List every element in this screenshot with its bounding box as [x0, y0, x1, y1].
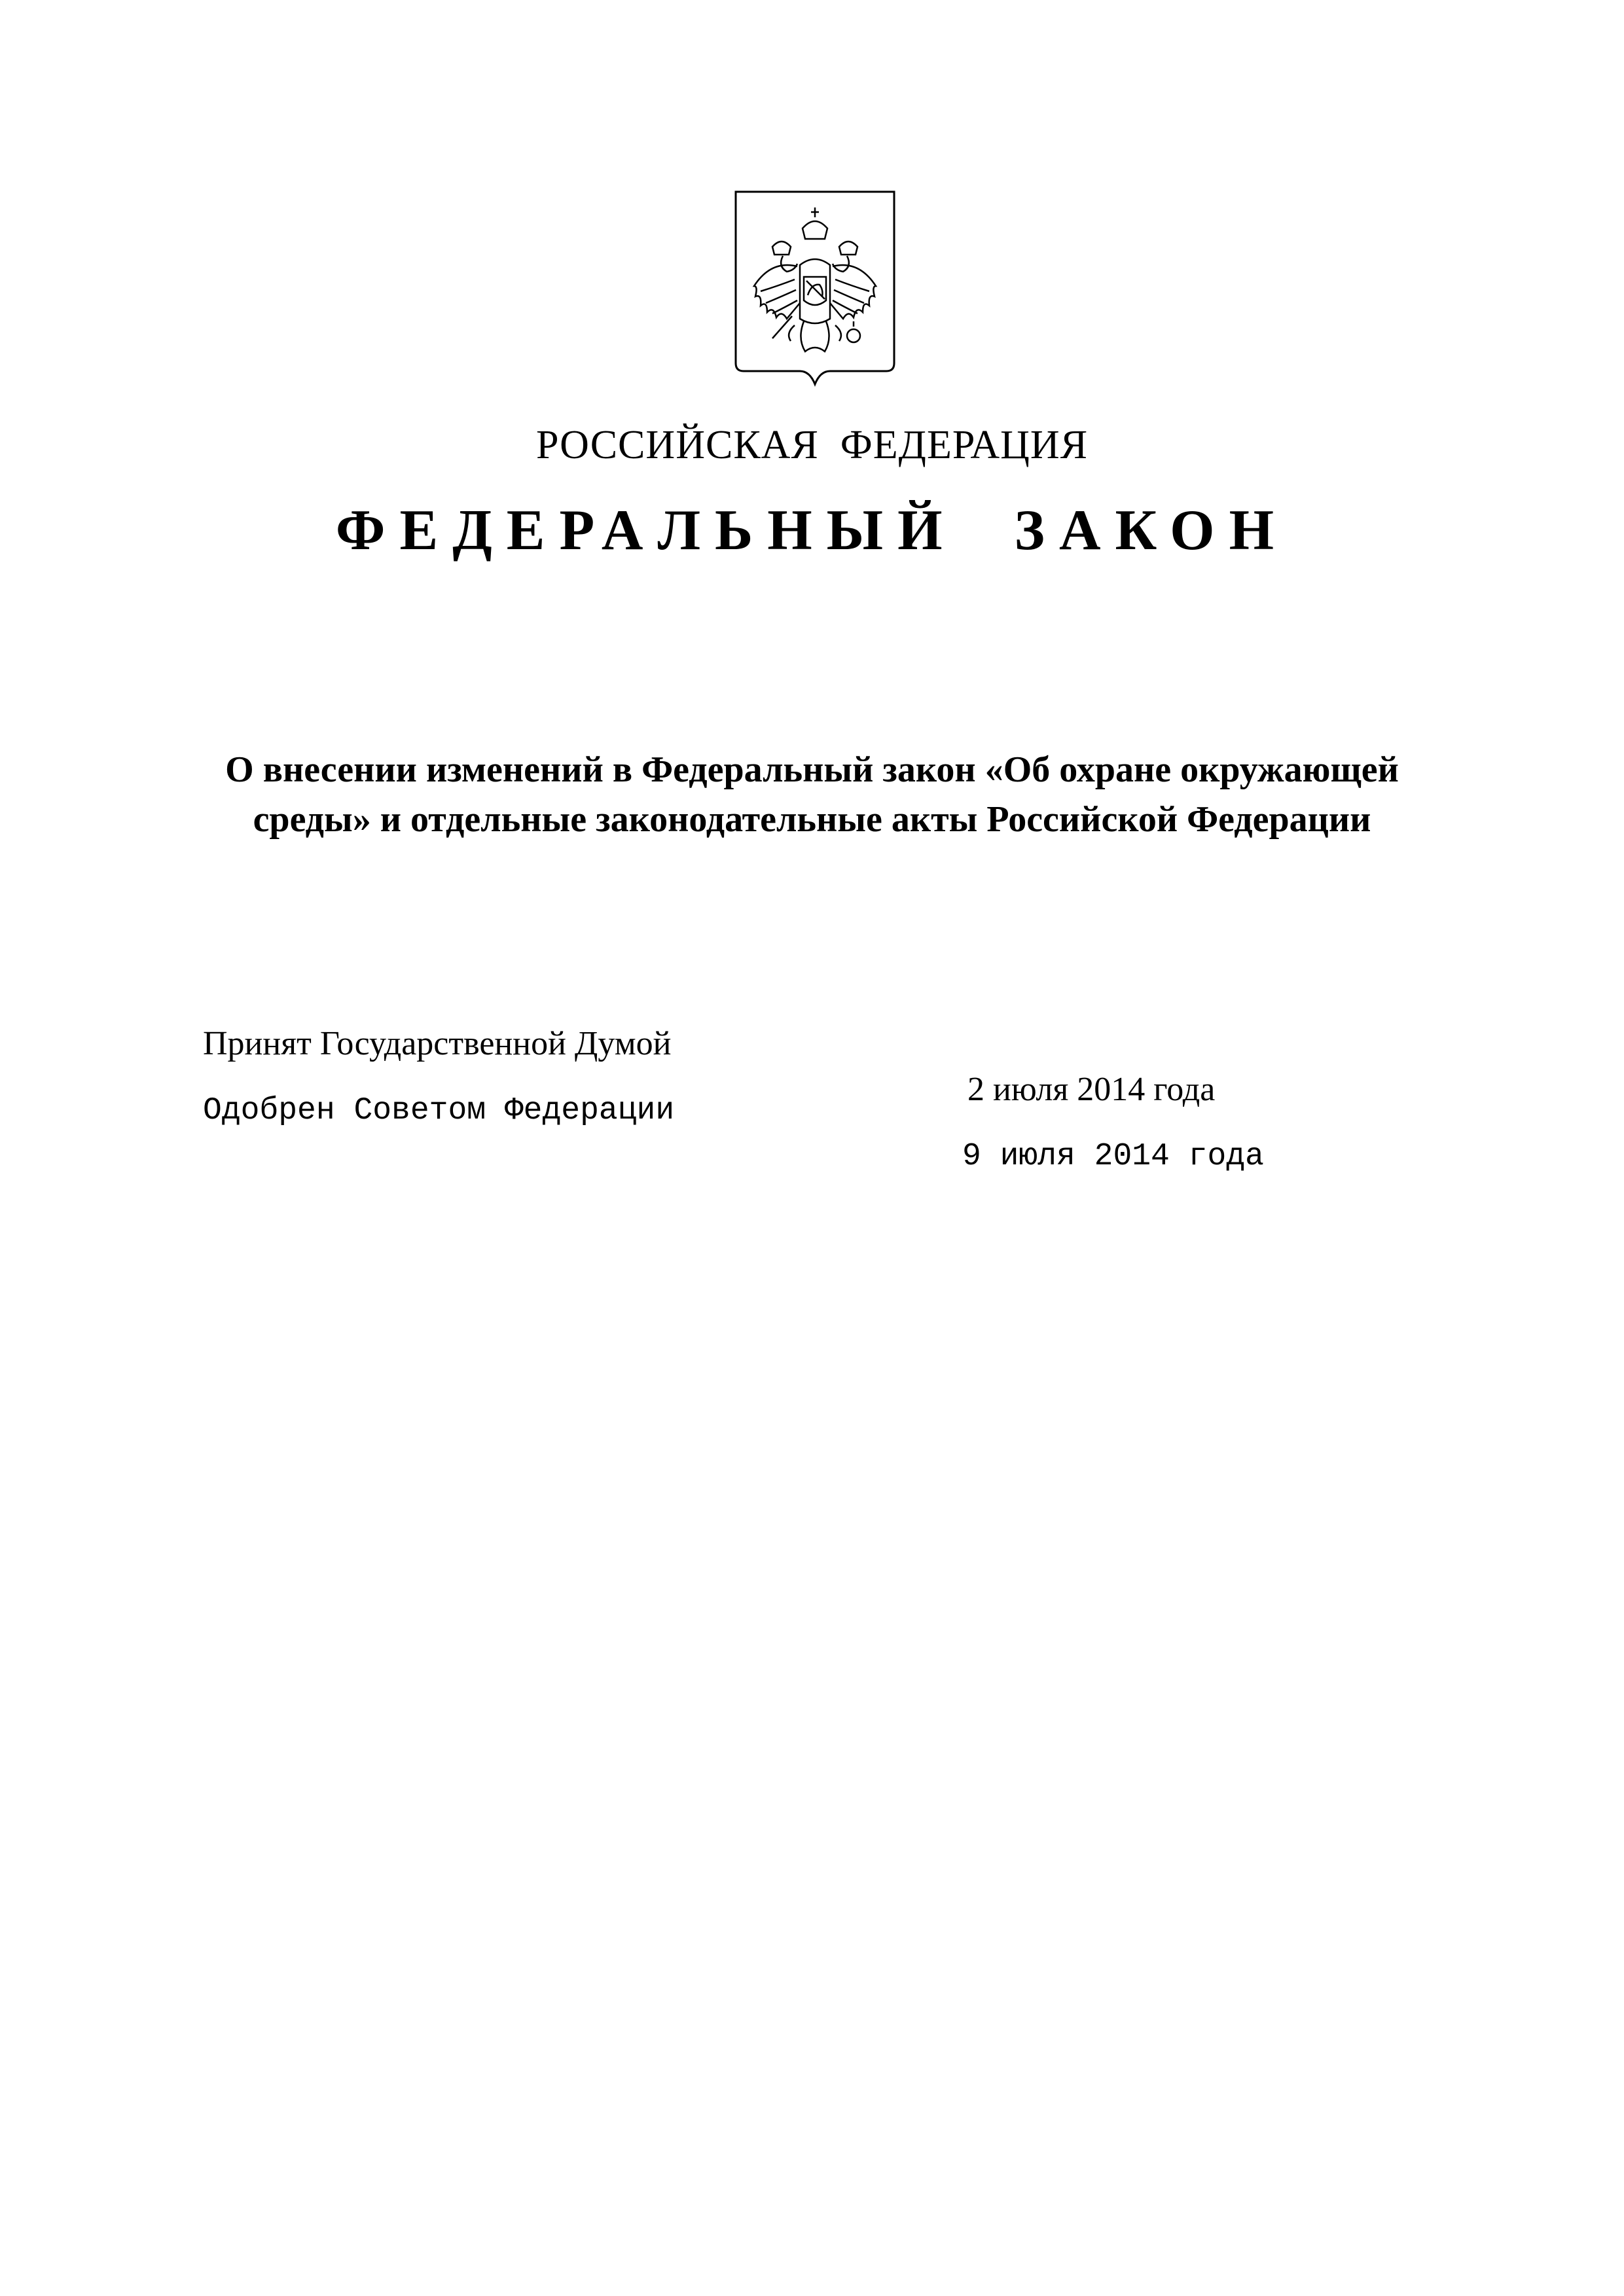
approval-date: 2 июля 2014 года	[967, 1071, 1216, 1108]
approval-label: Принят Государственной Думой	[203, 1025, 672, 1062]
approval-duma-row	[0, 975, 1624, 1108]
law-title-line: среды» и отдельные законодательные акты Российской Федерации	[253, 799, 1371, 840]
document-type-heading: ФЕДЕРАЛЬНЫЙ ЗАКОН	[335, 499, 1289, 562]
approval-date: 9 июля 2014 года	[962, 1139, 1264, 1174]
russian-coat-of-arms-icon	[732, 188, 898, 391]
law-title-line: О внесении изменений в Федеральный закон «Об охране окружающей	[225, 749, 1399, 790]
law-title	[131, 745, 1493, 844]
country-name: РОССИЙСКАЯ ФЕДЕРАЦИЯ	[535, 423, 1089, 467]
approval-label: Одобрен Советом Федерации	[203, 1093, 675, 1128]
